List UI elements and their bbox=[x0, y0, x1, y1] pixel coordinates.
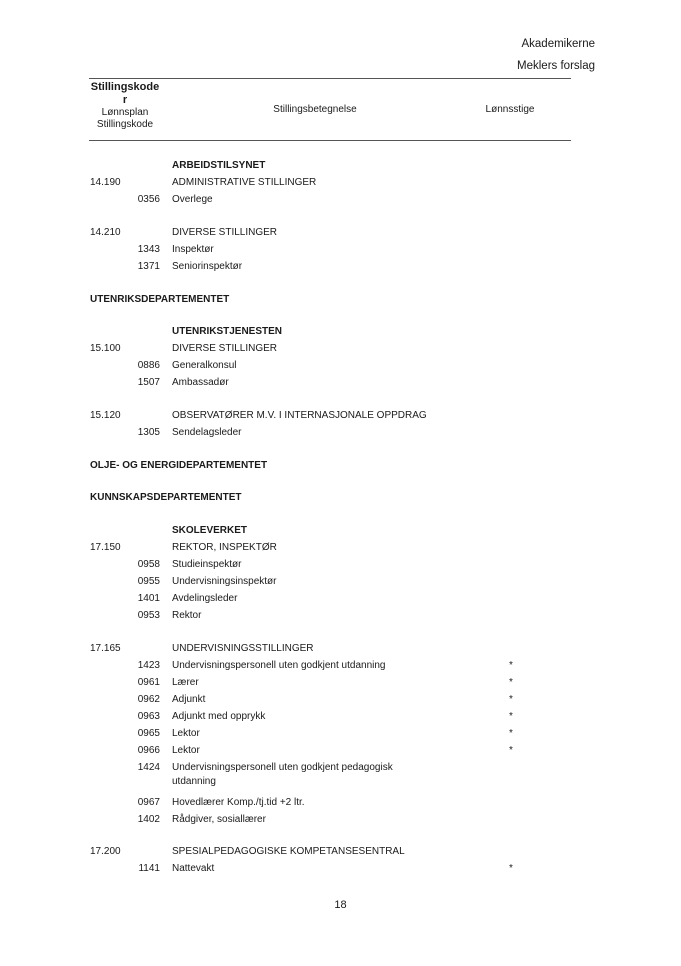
row-mark: * bbox=[509, 711, 513, 722]
table-row bbox=[0, 359, 681, 373]
table-row bbox=[0, 558, 681, 572]
row-subcode: 1402 bbox=[137, 814, 160, 825]
table-row bbox=[0, 813, 681, 827]
row-title: Hovedlærer Komp./tj.tid +2 ltr. bbox=[172, 797, 305, 808]
table-row bbox=[0, 459, 681, 473]
table-header-rule bbox=[89, 140, 571, 141]
row-mark: * bbox=[509, 694, 513, 705]
column-header-code-r: r bbox=[122, 94, 128, 106]
table-row bbox=[0, 426, 681, 440]
row-subcode: 0961 bbox=[137, 677, 160, 688]
row-title: ARBEIDSTILSYNET bbox=[172, 160, 266, 171]
table-row bbox=[0, 193, 681, 207]
row-code: OLJE- OG ENERGIDEPARTEMENTET bbox=[90, 460, 268, 471]
row-mark: * bbox=[509, 660, 513, 671]
row-code: 14.210 bbox=[90, 227, 121, 238]
table-row bbox=[0, 325, 681, 339]
table-row bbox=[0, 159, 681, 173]
row-subcode: 0953 bbox=[137, 610, 160, 621]
row-mark: * bbox=[509, 677, 513, 688]
table-row bbox=[0, 226, 681, 240]
row-subcode: 1424 bbox=[137, 762, 160, 773]
page-number: 18 bbox=[334, 899, 347, 911]
row-subcode: 1507 bbox=[137, 377, 160, 388]
row-title: Undervisningspersonell uten godkjent pedagogisk bbox=[172, 762, 393, 773]
row-subcode: 0966 bbox=[137, 745, 160, 756]
row-title: Rådgiver, sosiallærer bbox=[172, 814, 266, 825]
row-subcode: 0962 bbox=[137, 694, 160, 705]
row-title: Seniorinspektør bbox=[172, 261, 243, 272]
table-row bbox=[0, 260, 681, 274]
row-mark: * bbox=[509, 745, 513, 756]
row-title: Adjunkt med opprykk bbox=[172, 711, 266, 722]
row-code: KUNNSKAPSDEPARTEMENTET bbox=[90, 492, 242, 503]
row-subcode: 0955 bbox=[137, 576, 160, 587]
row-title: Sendelagsleder bbox=[172, 427, 242, 438]
row-title: SPESIALPEDAGOGISKE KOMPETANSESENTRAL bbox=[172, 846, 405, 857]
row-code: 15.100 bbox=[90, 343, 121, 354]
row-subcode: 0965 bbox=[137, 728, 160, 739]
row-title: DIVERSE STILLINGER bbox=[172, 227, 278, 238]
row-title: Inspektør bbox=[172, 244, 214, 255]
header-party: Akademikerne bbox=[521, 38, 595, 50]
table-row bbox=[0, 710, 681, 724]
row-code: 17.150 bbox=[90, 542, 121, 553]
row-subcode: 1371 bbox=[137, 261, 160, 272]
row-code: 17.200 bbox=[90, 846, 121, 857]
table-row bbox=[0, 761, 681, 775]
table-row bbox=[0, 727, 681, 741]
row-title: Avdelingsleder bbox=[172, 593, 238, 604]
row-subcode: 1305 bbox=[137, 427, 160, 438]
row-subcode: 1401 bbox=[137, 593, 160, 604]
row-subcode: 0886 bbox=[137, 360, 160, 371]
table-row bbox=[0, 796, 681, 810]
row-title: Lektor bbox=[172, 728, 200, 739]
row-mark: * bbox=[509, 863, 513, 874]
row-subcode: 0356 bbox=[137, 194, 160, 205]
row-title: REKTOR, INSPEKTØR bbox=[172, 542, 277, 553]
header-proposal: Meklers forslag bbox=[517, 60, 595, 72]
row-title: DIVERSE STILLINGER bbox=[172, 343, 278, 354]
row-title: Rektor bbox=[172, 610, 202, 621]
column-header-code-sub: Stillingskode bbox=[96, 119, 154, 130]
table-row bbox=[0, 243, 681, 257]
row-subcode: 0967 bbox=[137, 797, 160, 808]
table-row bbox=[0, 609, 681, 623]
row-code: 14.190 bbox=[90, 177, 121, 188]
row-title: Adjunkt bbox=[172, 694, 206, 705]
row-title: Generalkonsul bbox=[172, 360, 237, 371]
table-row bbox=[0, 676, 681, 690]
table-row bbox=[0, 775, 681, 789]
row-subcode: 0958 bbox=[137, 559, 160, 570]
column-header-code-main: Stillingskode bbox=[90, 81, 160, 93]
row-title: Lektor bbox=[172, 745, 200, 756]
table-row bbox=[0, 176, 681, 190]
table-row bbox=[0, 845, 681, 859]
row-title: Undervisningsinspektør bbox=[172, 576, 277, 587]
row-title: UTENRIKSTJENESTEN bbox=[172, 326, 283, 337]
table-row bbox=[0, 659, 681, 673]
row-title: utdanning bbox=[172, 776, 216, 787]
row-subcode: 1423 bbox=[137, 660, 160, 671]
row-title: UNDERVISNINGSSTILLINGER bbox=[172, 643, 314, 654]
table-row bbox=[0, 862, 681, 876]
table-row bbox=[0, 575, 681, 589]
table-row bbox=[0, 592, 681, 606]
table-top-rule bbox=[89, 78, 571, 79]
table-row bbox=[0, 376, 681, 390]
row-title: Ambassadør bbox=[172, 377, 229, 388]
row-subcode: 1343 bbox=[137, 244, 160, 255]
table-row bbox=[0, 524, 681, 538]
row-mark: * bbox=[509, 728, 513, 739]
row-code: UTENRIKSDEPARTEMENTET bbox=[90, 294, 230, 305]
table-row bbox=[0, 342, 681, 356]
table-row bbox=[0, 744, 681, 758]
row-title: Studieinspektør bbox=[172, 559, 242, 570]
table-row bbox=[0, 541, 681, 555]
table-row bbox=[0, 491, 681, 505]
row-code: 15.120 bbox=[90, 410, 121, 421]
column-header-scale: Lønnsstige bbox=[485, 104, 535, 115]
row-title: Nattevakt bbox=[172, 863, 215, 874]
row-code: 17.165 bbox=[90, 643, 121, 654]
row-subcode: 1141 bbox=[138, 863, 160, 874]
row-title: ADMINISTRATIVE STILLINGER bbox=[172, 177, 317, 188]
row-title: SKOLEVERKET bbox=[172, 525, 248, 536]
row-title: Overlege bbox=[172, 194, 213, 205]
row-title: OBSERVATØRER M.V. I INTERNASJONALE OPPDRAG bbox=[172, 410, 427, 421]
column-header-code bbox=[89, 81, 161, 131]
column-header-code-plan: Lønnsplan bbox=[101, 107, 149, 118]
table-row bbox=[0, 642, 681, 656]
column-header-title: Stillingsbetegnelse bbox=[273, 104, 357, 115]
table-row bbox=[0, 693, 681, 707]
table-row bbox=[0, 409, 681, 423]
table-row bbox=[0, 293, 681, 307]
row-title: Lærer bbox=[172, 677, 199, 688]
row-subcode: 0963 bbox=[137, 711, 160, 722]
row-title: Undervisningspersonell uten godkjent utdanning bbox=[172, 660, 386, 671]
